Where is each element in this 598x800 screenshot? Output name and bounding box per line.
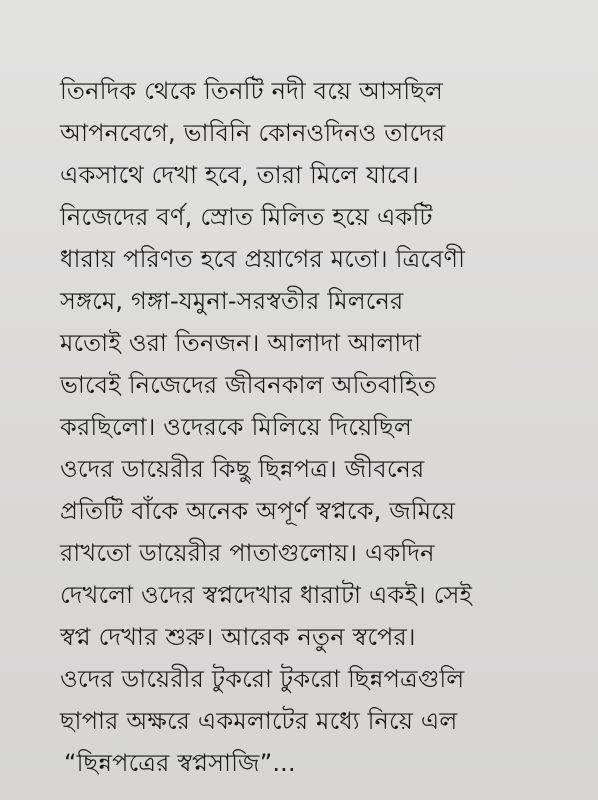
blurb-line-14: স্বপ্ন দেখার শুরু। আরেক নতুন স্বপের। — [60, 623, 416, 651]
blurb-line-11: প্রতিটি বাঁকে অনেক অপূর্ণ স্বপ্নকে, জমিয়ে — [60, 497, 456, 525]
blurb-line-10: ওদের ডায়েরীর কিছু ছিন্নপত্র। জীবনের — [60, 455, 425, 483]
blurb-line-8: ভাবেই নিজেদের জীবনকাল অতিবাহিত — [60, 371, 437, 399]
blurb-line-16: ছাপার অক্ষরে একমলাটের মধ্যে নিয়ে এল — [60, 707, 458, 735]
blurb-line-1: তিনদিক থেকে তিনটি নদী বয়ে আসছিল — [60, 77, 443, 105]
blurb-line-7: মতোই ওরা তিনজন। আলাদা আলাদা — [60, 329, 422, 357]
blurb-line-4: নিজেদের বর্ণ, স্রোত মিলিত হয়ে একটি — [60, 203, 433, 231]
blurb-line-17-book-title: “ছিন্নপত্রের স্বপ্নসাজি”... — [64, 749, 296, 777]
blurb-line-15: ওদের ডায়েরীর টুকরো টুকরো ছিন্নপত্রগুলি — [60, 665, 465, 693]
blurb-line-3: একসাথে দেখা হবে, তারা মিলে যাবে। — [60, 161, 419, 189]
blurb-line-5: ধারায় পরিণত হবে প্রয়াগের মতো। ত্রিবেণী — [60, 245, 466, 273]
blurb-line-9: করছিলো। ওদেরকে মিলিয়ে দিয়েছিল — [60, 413, 412, 441]
blurb-paragraph — [60, 70, 540, 784]
blurb-line-12: রাখতো ডায়েরীর পাতাগুলোয়। একদিন — [60, 539, 435, 567]
blurb-line-2: আপনবেগে, ভাবিনি কোনওদিনও তাদের — [60, 119, 446, 147]
blurb-line-13: দেখলো ওদের স্বপ্নদেখার ধারাটা একই। সেই — [60, 581, 473, 609]
blurb-line-6: সঙ্গমে, গঙ্গা-যমুনা-সরস্বতীর মিলনের — [60, 287, 404, 315]
